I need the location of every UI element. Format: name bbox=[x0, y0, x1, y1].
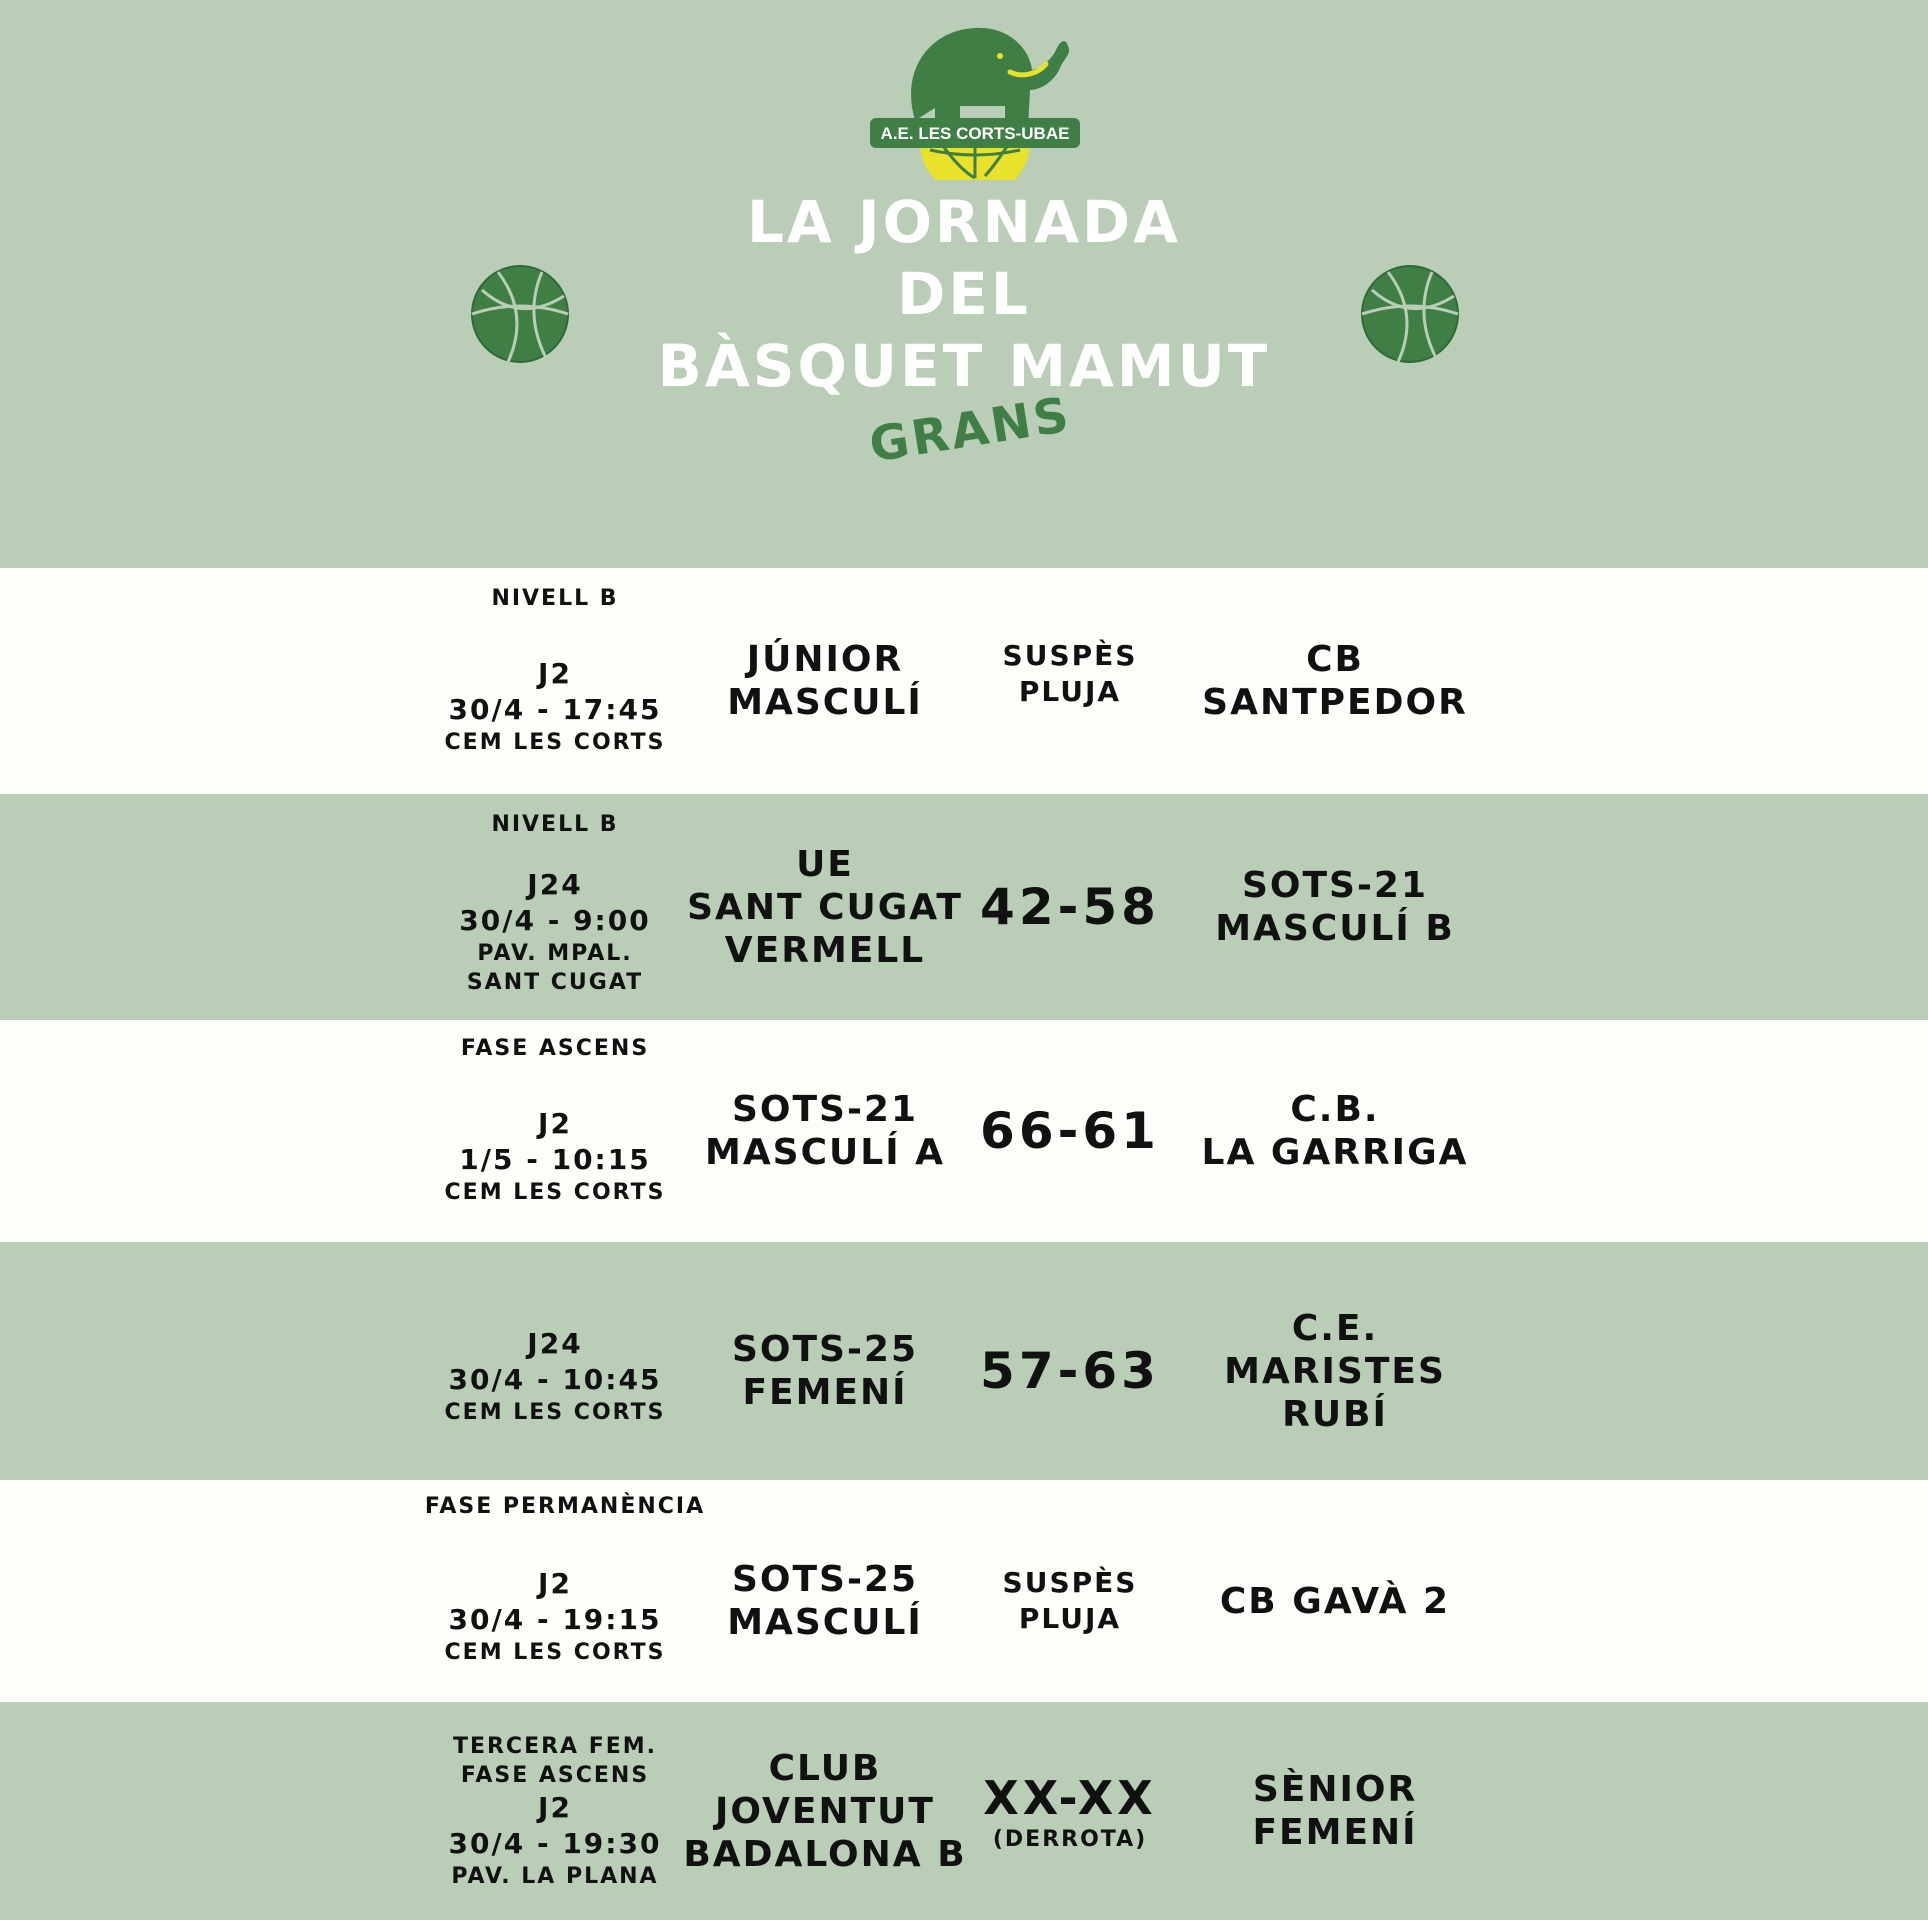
score-line: SUSPÈS bbox=[1002, 639, 1138, 672]
away-team-line: RUBÍ bbox=[1282, 1393, 1388, 1435]
match-row bbox=[0, 568, 1928, 794]
match-score bbox=[970, 1020, 1170, 1242]
match-panel bbox=[425, 1020, 1505, 1242]
match-round: J24 bbox=[527, 1326, 583, 1360]
match-venue: CEM LES CORTS bbox=[444, 729, 666, 755]
away-team-line: SANTPEDOR bbox=[1202, 682, 1468, 723]
score-value: 66-61 bbox=[980, 1102, 1160, 1160]
away-team-line: SOTS-21 bbox=[1241, 865, 1429, 906]
away-team bbox=[1170, 1020, 1500, 1242]
match-datetime: 30/4 - 9:00 bbox=[459, 904, 651, 937]
home-team-line: VERMELL bbox=[724, 929, 926, 971]
home-team-line: MASCULÍ bbox=[727, 1602, 923, 1643]
away-team-line: FEMENÍ bbox=[1252, 1812, 1418, 1853]
home-team-line: JÚNIOR bbox=[746, 639, 904, 680]
match-venue: PAV. LA PLANA bbox=[451, 1863, 659, 1889]
score-line: PLUJA bbox=[1018, 675, 1122, 708]
match-category: NIVELL B bbox=[491, 812, 619, 837]
away-team-line: MARISTES bbox=[1224, 1350, 1446, 1392]
logo-text: A.E. LES CORTS-UBAE bbox=[880, 124, 1070, 143]
match-datetime: 30/4 - 19:15 bbox=[448, 1602, 662, 1636]
match-score bbox=[970, 568, 1170, 780]
match-venue: CEM LES CORTS bbox=[444, 1179, 666, 1205]
basketball-icon bbox=[1358, 262, 1462, 366]
away-team-line: LA GARRIGA bbox=[1201, 1132, 1469, 1173]
match-info bbox=[425, 834, 685, 1020]
match-round: J2 bbox=[538, 1790, 572, 1824]
match-datetime: 30/4 - 17:45 bbox=[448, 692, 662, 726]
away-team-line: C.E. bbox=[1291, 1307, 1379, 1349]
match-row bbox=[0, 794, 1928, 1020]
score-value: XX-XX bbox=[983, 1771, 1157, 1825]
match-panel bbox=[425, 568, 1505, 794]
match-category: FASE ASCENS bbox=[460, 1762, 650, 1788]
score-line: SUSPÈS bbox=[1002, 1566, 1138, 1599]
home-team-line: MASCULÍ bbox=[727, 682, 923, 723]
match-score bbox=[970, 794, 1170, 1020]
match-panel bbox=[425, 1242, 1505, 1480]
match-category: TERCERA FEM. bbox=[452, 1733, 658, 1759]
page-title bbox=[0, 186, 1928, 402]
match-datetime: 1/5 - 10:15 bbox=[459, 1142, 651, 1176]
match-score bbox=[970, 1702, 1170, 1920]
away-team-line: CB bbox=[1306, 639, 1364, 680]
home-team bbox=[680, 1500, 970, 1702]
home-team-line: MASCULÍ A bbox=[705, 1132, 945, 1173]
home-team bbox=[680, 1702, 970, 1920]
mammoth-logo-icon bbox=[860, 10, 1090, 180]
score-note: (DERROTA) bbox=[992, 1827, 1148, 1852]
home-team bbox=[680, 1020, 970, 1242]
home-team bbox=[680, 1262, 970, 1480]
match-panel bbox=[425, 794, 1505, 1020]
score-value: 42-58 bbox=[980, 878, 1160, 936]
match-round: J2 bbox=[538, 1106, 572, 1140]
home-team-line: JOVENTUT bbox=[715, 1790, 935, 1832]
match-datetime: 30/4 - 19:30 bbox=[448, 1826, 662, 1860]
match-info bbox=[425, 1060, 685, 1242]
match-score bbox=[970, 1262, 1170, 1480]
title-line: BÀSQUET MAMUT bbox=[657, 332, 1271, 400]
away-team bbox=[1170, 794, 1500, 1020]
match-round: J24 bbox=[527, 868, 583, 901]
subtitle: GRANS bbox=[865, 386, 1076, 474]
match-info bbox=[425, 1262, 685, 1480]
away-team-line: MASCULÍ B bbox=[1215, 908, 1455, 949]
home-team-line: SANT CUGAT bbox=[687, 886, 963, 928]
home-team-line: FEMENÍ bbox=[742, 1372, 908, 1413]
title-line: LA JORNADA bbox=[746, 188, 1182, 256]
match-venue: CEM LES CORTS bbox=[444, 1639, 666, 1665]
away-team bbox=[1170, 1702, 1500, 1920]
match-row bbox=[0, 1020, 1928, 1242]
home-team-line: SOTS-25 bbox=[731, 1559, 919, 1600]
title-line: DEL bbox=[897, 260, 1031, 328]
home-team-line: CLUB bbox=[768, 1747, 882, 1789]
match-venue: CEM LES CORTS bbox=[444, 1399, 666, 1425]
home-team-line: SOTS-25 bbox=[731, 1329, 919, 1370]
match-category: FASE ASCENS bbox=[460, 1036, 650, 1061]
match-score bbox=[970, 1500, 1170, 1702]
score-line: PLUJA bbox=[1018, 1602, 1122, 1635]
match-category: NIVELL B bbox=[491, 586, 619, 611]
match-row bbox=[0, 1702, 1928, 1920]
match-category: FASE PERMANÈNCIA bbox=[424, 1494, 706, 1519]
match-venue: SANT CUGAT bbox=[466, 970, 644, 995]
away-team bbox=[1170, 1262, 1500, 1480]
match-datetime: 30/4 - 10:45 bbox=[448, 1362, 662, 1396]
match-venue: PAV. MPAL. bbox=[477, 941, 633, 966]
header bbox=[0, 0, 1928, 568]
away-team-line: C.B. bbox=[1290, 1089, 1380, 1130]
match-panel bbox=[425, 1702, 1505, 1920]
home-team bbox=[680, 568, 970, 794]
score-value: 57-63 bbox=[980, 1342, 1160, 1400]
match-round: J2 bbox=[538, 1566, 572, 1600]
match-row bbox=[0, 1480, 1928, 1702]
home-team-line: BADALONA B bbox=[683, 1833, 967, 1875]
away-team bbox=[1170, 568, 1500, 794]
match-panel bbox=[425, 1480, 1505, 1702]
match-info bbox=[425, 1702, 685, 1920]
match-info bbox=[425, 1520, 685, 1702]
away-team bbox=[1170, 1500, 1500, 1702]
away-team-line: SÈNIOR bbox=[1252, 1769, 1418, 1810]
home-team-line: SOTS-21 bbox=[731, 1089, 919, 1130]
match-round: J2 bbox=[538, 656, 572, 690]
match-info bbox=[425, 608, 685, 794]
away-team-line: CB GAVÀ 2 bbox=[1219, 1580, 1451, 1622]
club-logo bbox=[860, 10, 1090, 180]
match-row bbox=[0, 1242, 1928, 1480]
home-team-line: UE bbox=[796, 843, 854, 885]
basketball-icon bbox=[468, 262, 572, 366]
home-team bbox=[680, 794, 970, 1020]
